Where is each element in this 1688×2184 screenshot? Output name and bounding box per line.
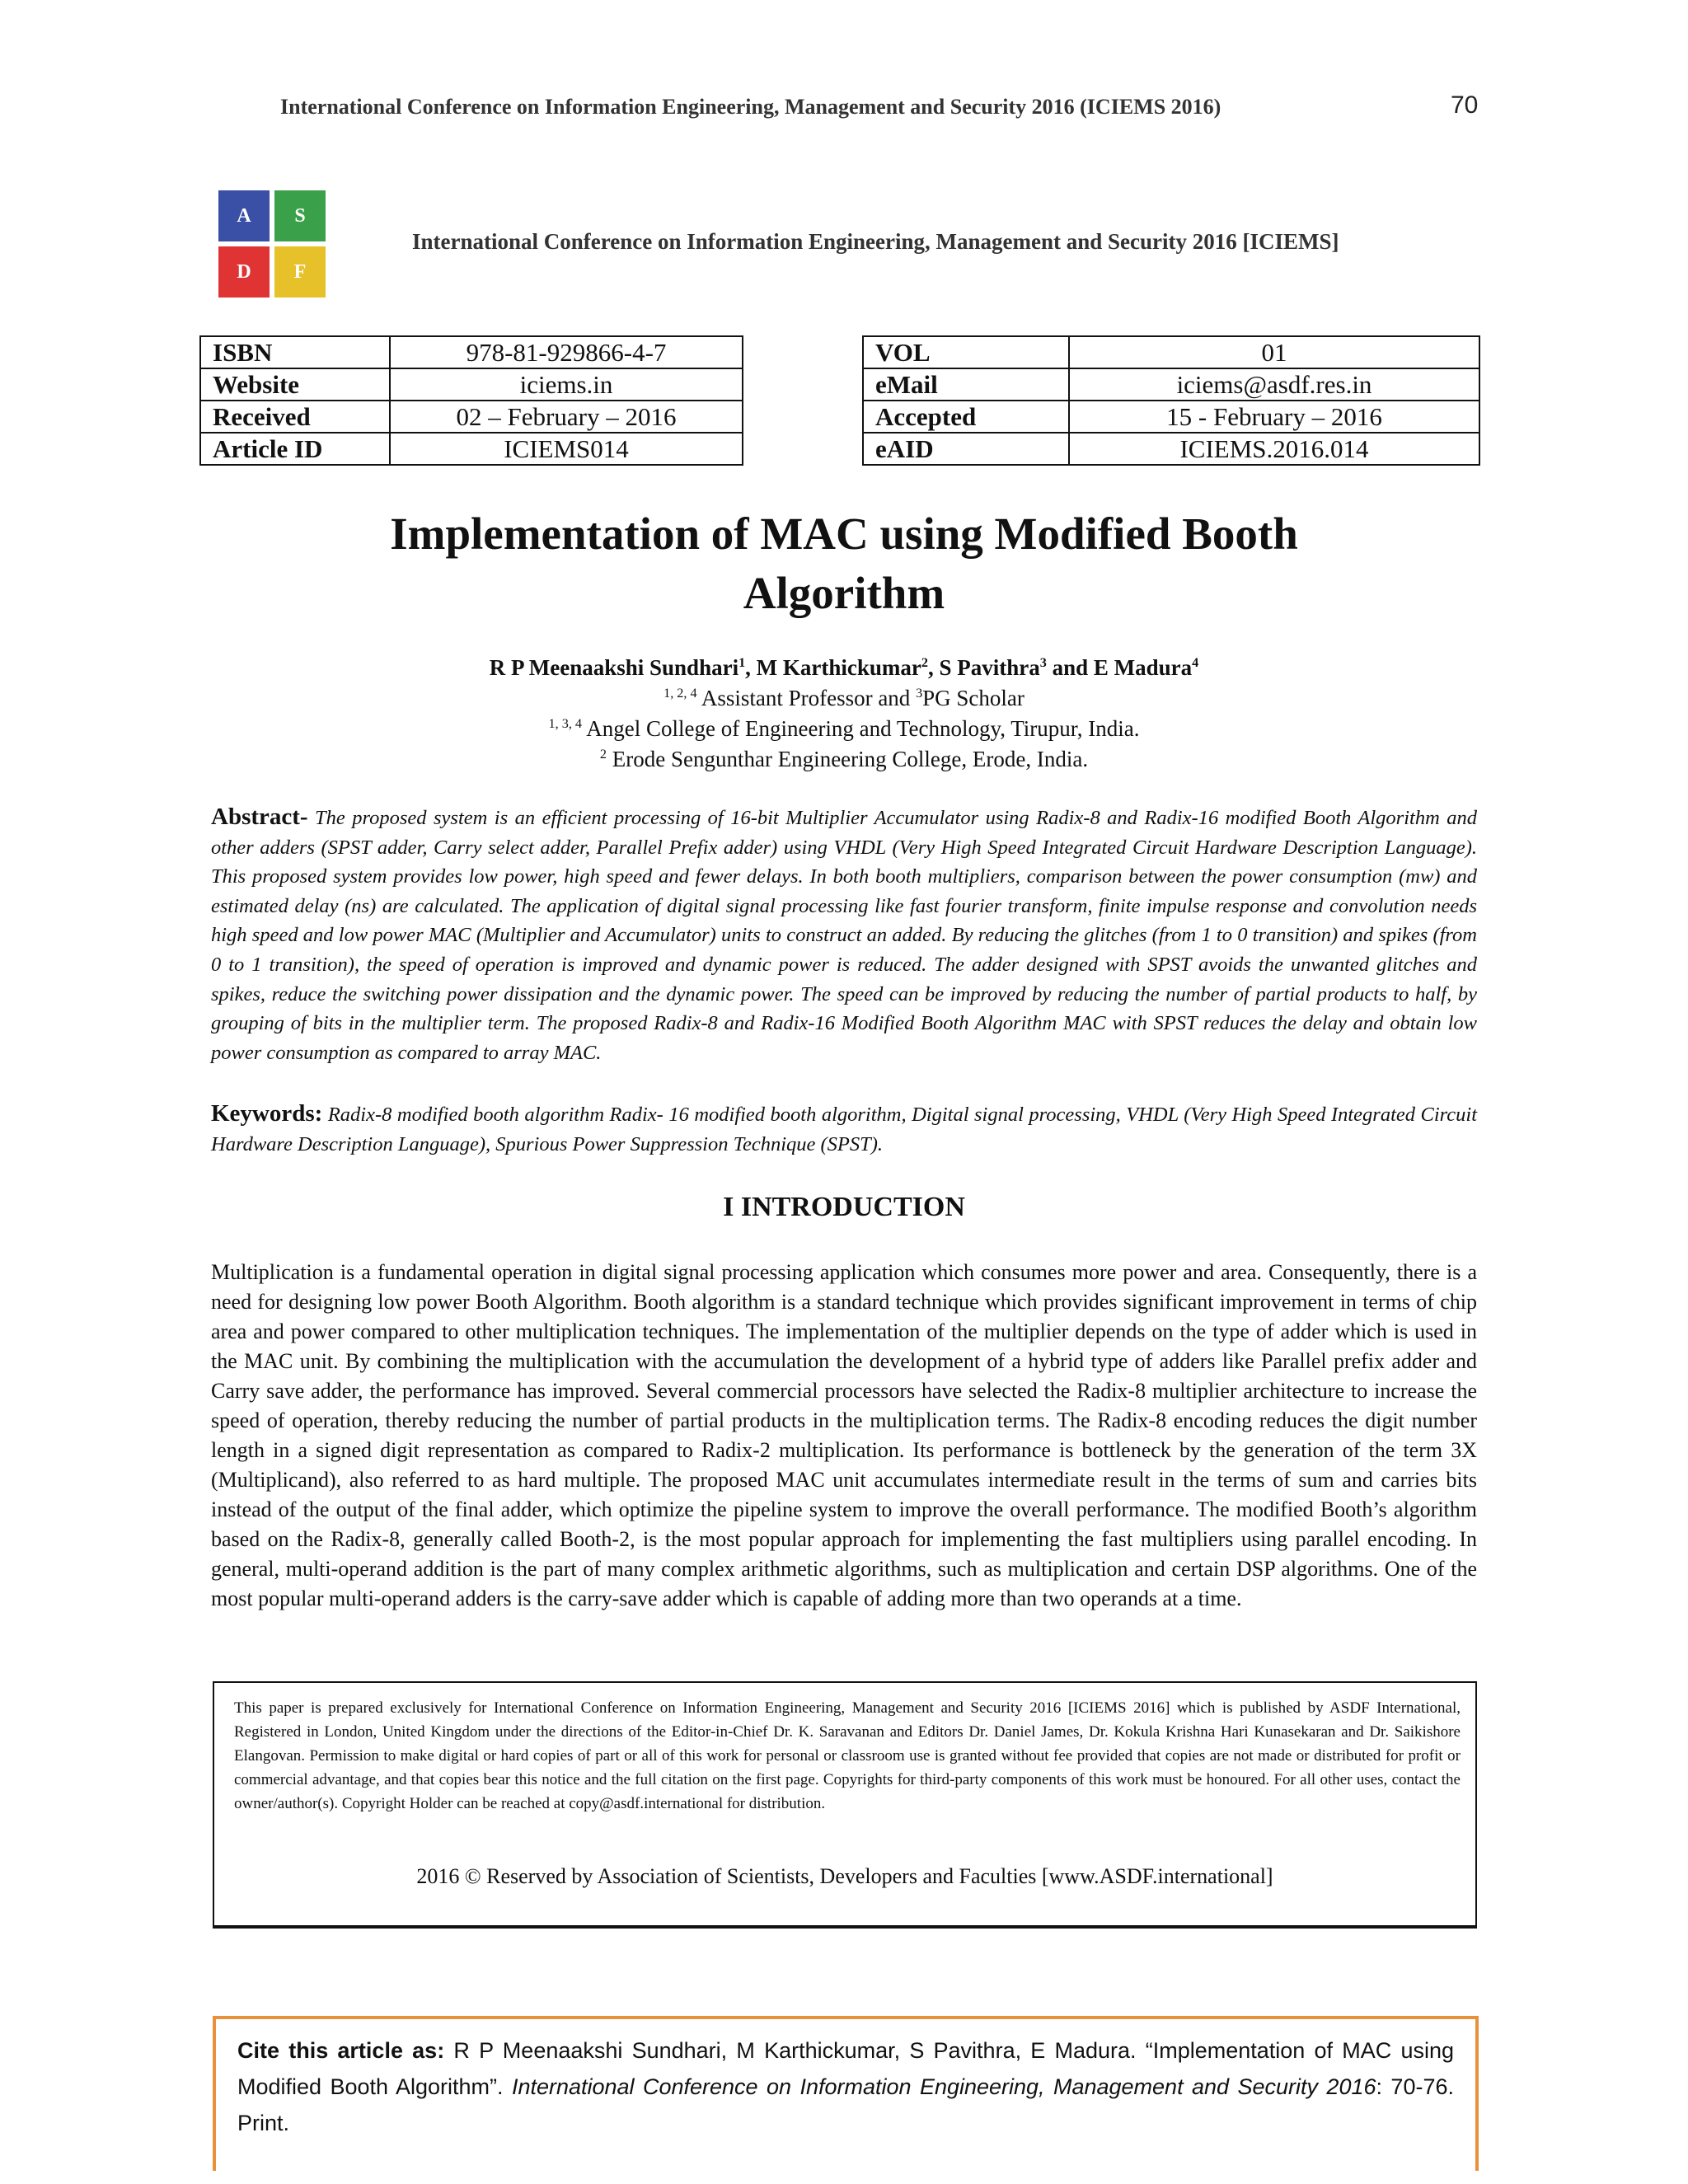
meta-key: Received	[200, 401, 390, 433]
table-row	[863, 368, 1479, 401]
copyright-notice-text: This paper is prepared exclusively for International Conference on Information Engineering, Management and Security 2016 [ICIEMS 2016] which is published by ASDF International, Registered in London, United Kingdom under the directions of the Editor-in-Chief Dr. K. Saravanan and Editors Dr. Daniel James, Dr. Kokula Krishna Hari Kunasekaran and Dr. Saikishore Elangovan. Permission to make digital or hard copies of part or all of this work for personal or classroom use is granted without fee provided that copies are not made or distributed for profit or commercial advantage, and that copies bear this notice and the full citation on the first page. Copyrights for third-party components of this work must be honoured. For all other uses, contact the owner/author(s). Copyright Holder can be reached at copy@asdf.international for distribution.	[234, 1699, 1461, 1812]
meta-value: 15 - February – 2016	[1069, 401, 1479, 433]
affiliation-3	[247, 744, 1441, 775]
author-4: and E Madura	[1046, 655, 1193, 680]
table-row	[200, 401, 743, 433]
meta-key: eAID	[863, 433, 1069, 465]
logo-tile-a: A	[218, 190, 270, 241]
meta-key: VOL	[863, 336, 1069, 368]
keywords-text: Radix-8 modified booth algorithm Radix- 16 modified booth algorithm, Digital signal processing, VHDL (Very High Speed Integrated Circuit Hardware Description Language), Spurious Power Suppression Technique (SPST).	[211, 1104, 1478, 1155]
author-3: , S Pavithra	[928, 655, 1040, 680]
author-2-sup: 2	[921, 655, 928, 670]
table-row	[200, 433, 743, 465]
author-1-sup: 1	[738, 655, 746, 670]
table-row	[200, 368, 743, 401]
logo-tile-d: D	[218, 246, 270, 298]
citation-venue: International Conference on Information Engineering, Management and Security 2016	[511, 2074, 1376, 2099]
affiliation-1-sup: 1, 2, 4	[663, 686, 697, 701]
keywords	[211, 1099, 1477, 1159]
meta-value: 01	[1069, 336, 1479, 368]
meta-value: 978-81-929866-4-7	[390, 336, 743, 368]
logo-tile-f: F	[274, 246, 326, 298]
affiliation-1	[247, 683, 1441, 714]
citation-label: Cite this article as:	[237, 2038, 445, 2063]
abstract	[211, 803, 1477, 1067]
table-row	[863, 433, 1479, 465]
conference-banner: International Conference on Information Engineering, Management and Security 2016 [ICIEMS]	[412, 229, 1339, 254]
citation-authors: R P Meenaakshi Sundhari, M Karthickumar, S Pavithra, E Madura. “Implementation of MAC using Modified Booth Algorithm”.	[237, 2038, 1454, 2099]
asdf-logo	[218, 190, 329, 301]
affiliation-1b-text: PG Scholar	[922, 686, 1025, 710]
abstract-text: The proposed system is an efficient processing of 16-bit Multiplier Accumulator using Radix-8 and Radix-16 modified Booth Algorithm and other adders (SPST adder, Carry select adder, Parallel Prefix adder) using VHDL (Very High Speed Integrated Circuit Hardware Description Language). This proposed system provides low power, high speed and fewer delays. In both booth multipliers, comparison between the power consumption (mw) and estimated delay (ns) are calculated. The application of digital signal processing like fast fourier transform, finite impulse response and convolution needs high speed and low power MAC (Multiplier and Accumulator) units to construct an added. By reducing the glitches (from 1 to 0 transition) and spikes (from 0 to 1 transition), the speed of operation is improved and dynamic power is reduced. The adder designed with SPST avoids the unwanted glitches and spikes, reduce the switching power dissipation and the dynamic power. The speed can be improved by reducing the number of partial products to half, by grouping of bits in the multiplier term. The proposed Radix-8 and Radix-16 Modified Booth Algorithm MAC with SPST reduces the delay and obtain low power consumption as compared to array MAC.	[211, 807, 1477, 1064]
running-header	[280, 91, 1479, 120]
title-line-2: Algorithm	[743, 568, 945, 618]
author-2: , M Karthickumar	[745, 655, 921, 680]
affiliation-3-text: Erode Sengunthar Engineering College, Erode, India.	[607, 747, 1089, 771]
author-1: R P Meenaakshi Sundhari	[489, 655, 739, 680]
affiliation-2	[247, 714, 1441, 744]
meta-value: 02 – February – 2016	[390, 401, 743, 433]
citation-text	[237, 2032, 1454, 2141]
title-line-1: Implementation of MAC using Modified Booth	[390, 509, 1298, 559]
affiliation-1-text: Assistant Professor and	[696, 686, 917, 710]
meta-key: Website	[200, 368, 390, 401]
meta-value: iciems.in	[390, 368, 743, 401]
section-heading-introduction: I INTRODUCTION	[723, 1192, 965, 1222]
author-block	[247, 653, 1441, 775]
page-number: 70	[1451, 91, 1479, 119]
citation-pages: : 70-76. Print.	[237, 2074, 1454, 2135]
metadata-table-left	[199, 335, 743, 466]
logo-tile-s: S	[274, 190, 326, 241]
table-row	[863, 336, 1479, 368]
meta-key: Accepted	[863, 401, 1069, 433]
abstract-label: Abstract-	[211, 804, 308, 830]
citation-box	[213, 2016, 1479, 2171]
meta-key: eMail	[863, 368, 1069, 401]
running-header-text: International Conference on Information Engineering, Management and Security 2016 (ICIEMS 2016)	[280, 95, 1221, 119]
meta-key: Article ID	[200, 433, 390, 465]
author-4-sup: 4	[1192, 655, 1199, 670]
affiliation-2-text: Angel College of Engineering and Technology, Tirupur, India.	[582, 716, 1140, 741]
affiliation-1b-sup: 3	[916, 686, 923, 701]
author-3-sup: 3	[1039, 655, 1047, 670]
meta-value: ICIEMS.2016.014	[1069, 433, 1479, 465]
meta-key: ISBN	[200, 336, 390, 368]
affiliation-2-sup: 1, 3, 4	[548, 716, 583, 731]
paper-title	[247, 504, 1441, 623]
meta-value: ICIEMS014	[390, 433, 743, 465]
copyright-notice-box	[213, 1681, 1477, 1929]
table-row	[200, 336, 743, 368]
copyright-line: 2016 © Reserved by Association of Scientists, Developers and Faculties [www.ASDF.international]	[416, 1864, 1273, 1888]
meta-value: iciems@asdf.res.in	[1069, 368, 1479, 401]
table-row	[863, 401, 1479, 433]
author-names	[247, 653, 1441, 683]
keywords-label: Keywords:	[211, 1100, 323, 1127]
introduction-paragraph: Multiplication is a fundamental operation in digital signal processing application which consumes more power and area. Consequently, there is a need for designing low power Booth Algorithm. Booth algorithm is a standard technique which provides significant improvement in terms of chip area and power compared to other multiplication techniques. The implementation of the multiplier depends on the type of adder which is used in the MAC unit. By combining the multiplication with the accumulation the development of a hybrid type of adders like Parallel prefix adder and Carry save adder, the performance has improved. Several commercial processors have selected the Radix-8 multiplier architecture to increase the speed of operation, thereby reducing the number of partial products in the multiplication terms. The Radix-8 encoding reduces the digit number length in a signed digit representation as compared to Radix-2 multiplication. Its performance is bottleneck by the generation of the term 3X (Multiplicand), also referred to as hard multiple. The proposed MAC unit accumulates intermediate result in the terms of sum and carries bits instead of the output of the final adder, which optimize the pipeline system to improve the overall performance. The modified Booth’s algorithm based on the Radix-8, generally called Booth-2, is the most popular approach for implementing the fast multipliers using parallel encoding. In general, multi-operand addition is the part of many complex arithmetic algorithms, such as multiplication and certain DSP algorithms. One of the most popular multi-operand adders is the carry-save adder which is capable of adding more than two operands at a time.	[211, 1260, 1477, 1610]
affiliation-3-sup: 2	[599, 747, 607, 762]
metadata-table-right	[862, 335, 1480, 466]
